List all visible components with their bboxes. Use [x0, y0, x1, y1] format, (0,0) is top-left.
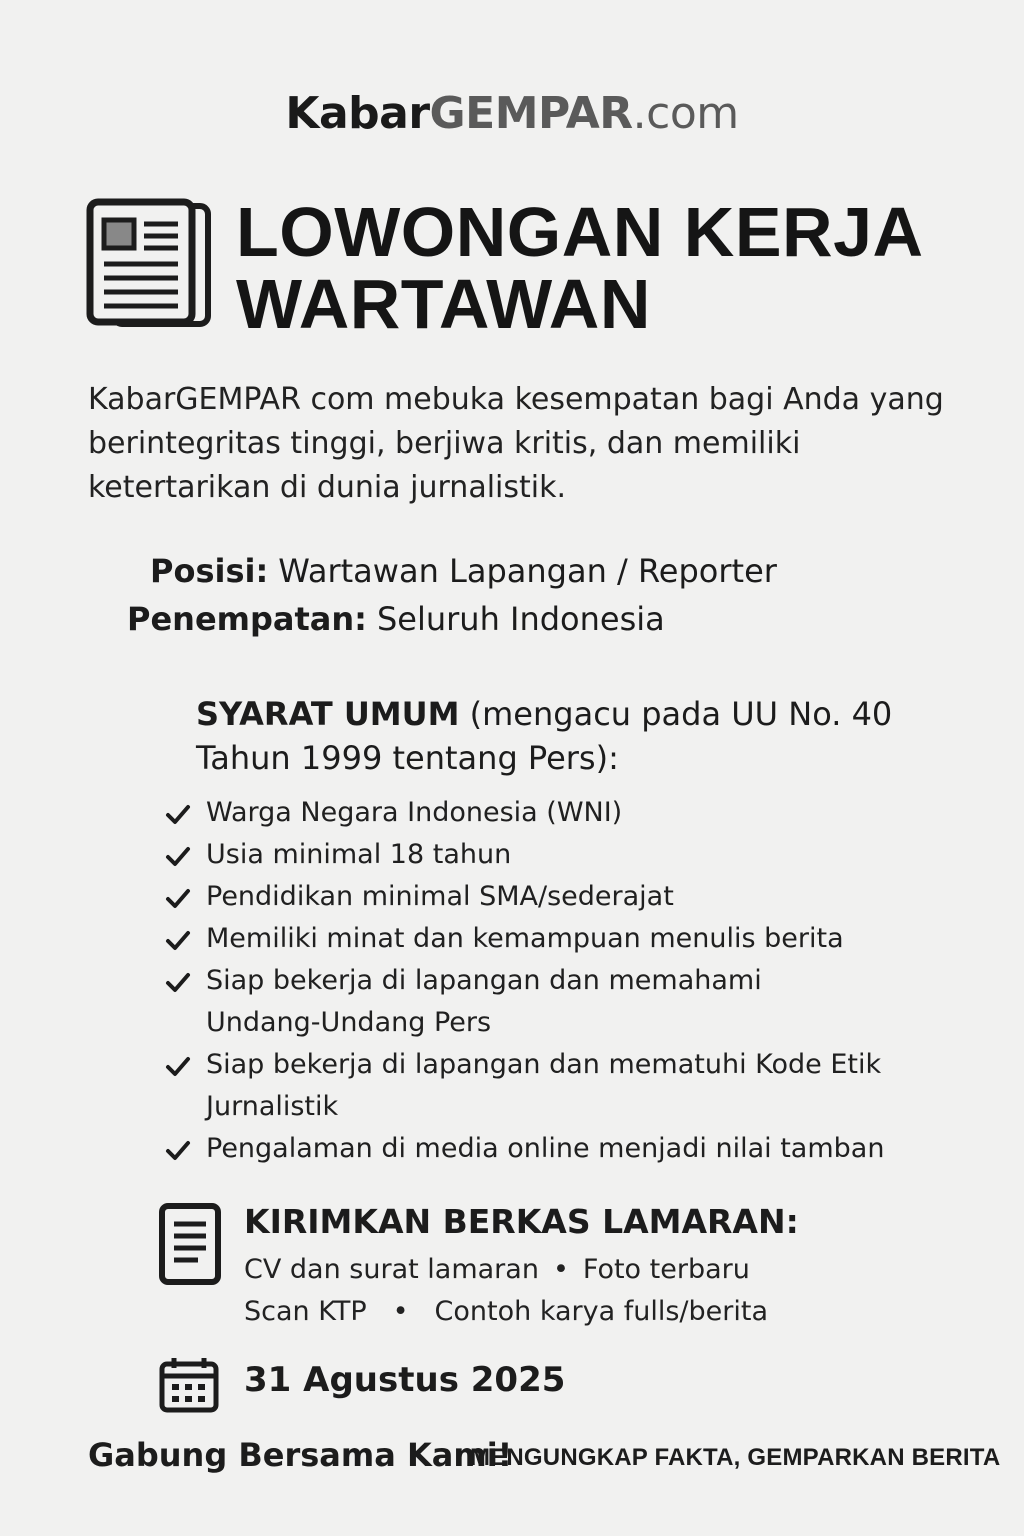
- check-icon: [164, 800, 192, 828]
- placement-row: [127, 600, 665, 638]
- submit-items-row-1: [244, 1254, 750, 1285]
- calendar-icon: [158, 1356, 220, 1414]
- check-icon: [164, 1052, 192, 1080]
- placement-label: Penempatan:: [127, 600, 367, 638]
- footer-tagline: MENGUNGKAP FAKTA, GEMPARKAN BERITA: [470, 1444, 1001, 1471]
- intro-paragraph: KabarGEMPAR com mebuka kesempatan bagi Anda yang berintegritas tinggi, berjiwa kritis, dan memiliki ketertarikan di dunia jurnalistik.: [88, 382, 944, 505]
- submit-items-row-2: [244, 1296, 768, 1327]
- list-item: [164, 918, 944, 960]
- list-item: [164, 1128, 944, 1170]
- list-item: [164, 834, 944, 876]
- list-item: [164, 960, 846, 1044]
- position-row: [150, 552, 777, 590]
- requirements-heading: [196, 692, 896, 780]
- requirement-text: Pendidikan minimal SMA/sederajat: [206, 881, 674, 912]
- position-label: Posisi:: [150, 552, 269, 590]
- list-item: [164, 876, 944, 918]
- placement-value: Seluruh Indonesia: [376, 600, 665, 638]
- requirement-text: Siap bekerja di lapangan dan memahami Undang-Undang Pers: [206, 965, 762, 1038]
- requirement-text: Warga Negara Indonesia (WNI): [206, 797, 623, 828]
- requirements-heading-bold: SYARAT UMUM: [196, 695, 460, 733]
- requirements-list: [164, 792, 944, 1170]
- brand-logo: [0, 88, 1024, 139]
- title-line-1: LOWONGAN KERJA: [236, 193, 924, 271]
- check-icon: [164, 1136, 192, 1164]
- document-icon: [158, 1202, 222, 1286]
- check-icon: [164, 968, 192, 996]
- requirement-text: Pengalaman di media online menjadi nilai tamban: [206, 1133, 885, 1164]
- submit-item: CV dan surat lamaran: [244, 1254, 539, 1285]
- requirement-text: Memiliki minat dan kemampuan menulis berita: [206, 923, 844, 954]
- requirement-text: Siap bekerja di lapangan dan mematuhi Kode Etik Jurnalistik: [206, 1049, 882, 1122]
- requirement-text: Usia minimal 18 tahun: [206, 839, 512, 870]
- brand-part-1: Kabar: [285, 88, 430, 139]
- check-icon: [164, 884, 192, 912]
- deadline-date: 31 Agustus 2025: [244, 1360, 566, 1400]
- brand-part-2: GEMPAR: [429, 88, 633, 139]
- submit-item: Scan KTP: [244, 1296, 367, 1327]
- brand-part-3: .com: [632, 88, 739, 139]
- position-value: Wartawan Lapangan / Reporter: [278, 552, 777, 590]
- submit-item: Foto terbaru: [582, 1254, 750, 1285]
- separator-dot: •: [552, 1254, 569, 1285]
- footer-cta: Gabung Bersama Kami!: [88, 1436, 513, 1474]
- separator-dot: •: [392, 1296, 409, 1327]
- submit-heading: KIRIMKAN BERKAS LAMARAN:: [244, 1202, 799, 1241]
- check-icon: [164, 926, 192, 954]
- title-line-2: WARTAWAN: [236, 265, 651, 343]
- submit-item: Contoh karya fulls/berita: [434, 1296, 769, 1327]
- newspaper-icon: [86, 198, 214, 330]
- check-icon: [164, 842, 192, 870]
- page-title: [236, 193, 924, 343]
- requirements-heading-rest: (mengacu pada UU No. 40 Tahun 1999 tentang Pers):: [196, 695, 893, 777]
- list-item: [164, 1044, 926, 1128]
- list-item: [164, 792, 944, 834]
